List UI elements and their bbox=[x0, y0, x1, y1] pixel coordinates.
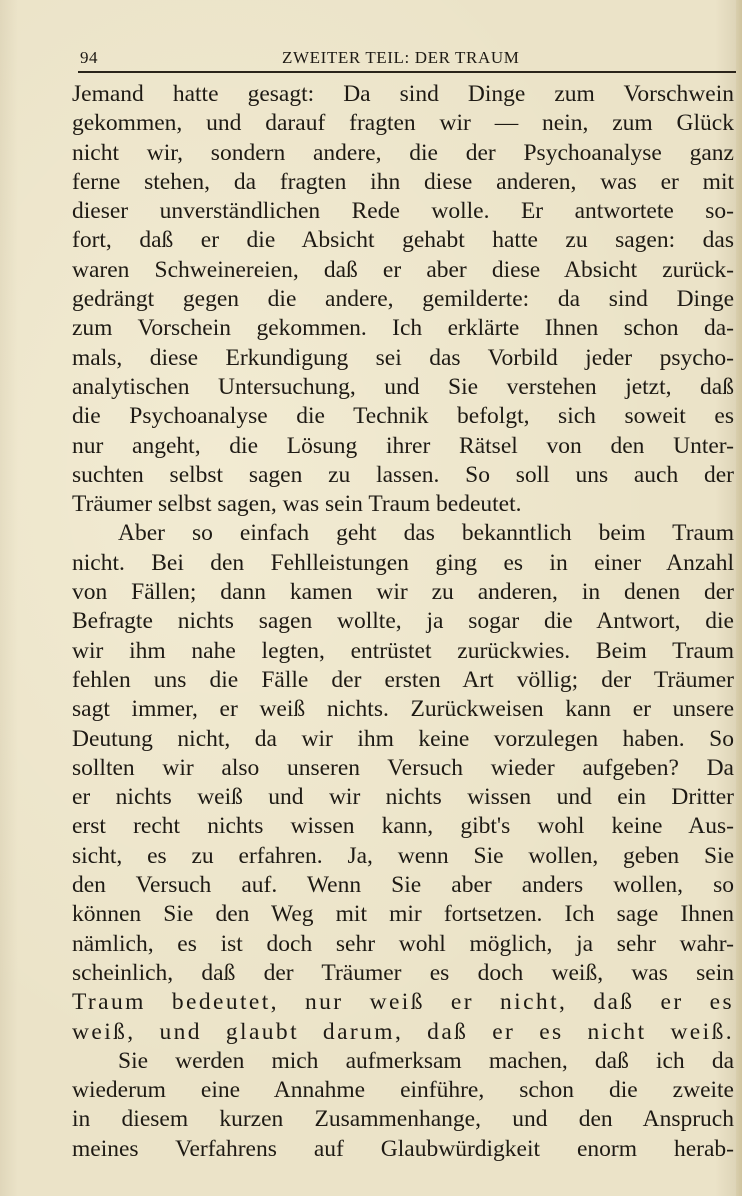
text-line: nicht. Bei den Fehlleistungen ging es in einer Anzahl bbox=[72, 549, 734, 576]
text-line: mals, diese Erkundigung sei das Vorbild jeder psycho- bbox=[72, 344, 734, 371]
paragraph-start-line: Sie werden mich aufmerksam machen, daß ich da bbox=[118, 1047, 734, 1074]
text-line: nicht wir, sondern andere, die der Psychoanalyse ganz bbox=[72, 139, 734, 166]
text-line: wir ihm nahe legten, entrüstet zurückwies. Beim Traum bbox=[72, 637, 734, 664]
text-line: scheinlich, daß der Träumer es doch weiß, was sein bbox=[72, 959, 734, 986]
text-line: fort, daß er die Absicht gehabt hatte zu sagen: das bbox=[72, 227, 734, 254]
text-line: erst recht nichts wissen kann, gibt's wohl keine Aus- bbox=[72, 813, 734, 840]
text-line: sicht, es zu erfahren. Ja, wenn Sie wollen, geben Sie bbox=[72, 842, 734, 869]
text-line: sagt immer, er weiß nichts. Zurückweisen kann er unsere bbox=[72, 696, 734, 723]
text-line: Jemand hatte gesagt: Da sind Dinge zum Vorschwein bbox=[72, 81, 734, 107]
text-line: nur angeht, die Lösung ihrer Rätsel von den Unter- bbox=[72, 432, 734, 459]
text-line: dieser unverständlichen Rede wolle. Er antwortete so- bbox=[72, 198, 734, 225]
text-line: in diesem kurzen Zusammenhange, und den Anspruch bbox=[72, 1106, 734, 1133]
paragraph-start-line: Aber so einfach geht das bekanntlich beim Traum bbox=[118, 520, 734, 547]
text-line: er nichts weiß und wir nichts wissen und ein Dritter bbox=[72, 784, 734, 811]
text-line: Befragte nichts sagen wollte, ja sogar die Antwort, die bbox=[72, 608, 734, 635]
running-head: ZWEITER TEIL: DER TRAUM bbox=[282, 48, 520, 67]
page-number: 94 bbox=[80, 48, 98, 67]
text-line: meines Verfahrens auf Glaubwürdigkeit enorm herab- bbox=[72, 1135, 734, 1162]
text-line: ferne stehen, da fragten ihn diese anderen, was er mit bbox=[72, 168, 734, 195]
text-line: fehlen uns die Fälle der ersten Art völlig; der Träumer bbox=[72, 666, 734, 693]
text-line: zum Vorschein gekommen. Ich erklärte Ihnen schon da- bbox=[72, 315, 734, 342]
page-header bbox=[80, 44, 734, 70]
text-line: waren Schweinereien, daß er aber diese Absicht zurück- bbox=[72, 256, 734, 283]
text-line: Deutung nicht, da wir ihm keine vorzulegen haben. So bbox=[72, 725, 734, 752]
text-line: von Fällen; dann kamen wir zu anderen, in denen der bbox=[72, 579, 734, 606]
text-line: sollten wir also unseren Versuch wieder aufgeben? Da bbox=[72, 754, 734, 781]
text-line: nämlich, es ist doch sehr wohl möglich, ja sehr wahr- bbox=[72, 930, 734, 957]
text-line: Träumer selbst sagen, was sein Traum bedeutet. bbox=[72, 491, 522, 518]
text-line: suchten selbst sagen zu lassen. So soll uns auch der bbox=[72, 461, 734, 488]
emphasized-line: Traum bedeutet, nur weiß er nicht, daß er es bbox=[72, 989, 734, 1016]
page-edge bbox=[736, 0, 742, 1196]
text-line: gedrängt gegen die andere, gemilderte: da sind Dinge bbox=[72, 286, 734, 313]
text-line: den Versuch auf. Wenn Sie aber anders wollen, so bbox=[72, 872, 734, 899]
body-text bbox=[72, 80, 734, 1164]
text-line: analytischen Untersuchung, und Sie verstehen jetzt, daß bbox=[72, 373, 734, 400]
emphasized-line: weiß, und glaubt darum, daß er es nicht weiß. bbox=[72, 1018, 734, 1045]
text-line: die Psychoanalyse die Technik befolgt, sich soweit es bbox=[72, 403, 734, 430]
text-line: können Sie den Weg mit mir fortsetzen. Ich sage Ihnen bbox=[72, 901, 734, 928]
header-rule bbox=[78, 71, 736, 73]
text-line: wiederum eine Annahme einführe, schon die zweite bbox=[72, 1077, 734, 1104]
text-line: gekommen, und darauf fragten wir — nein, zum Glück bbox=[72, 110, 734, 137]
